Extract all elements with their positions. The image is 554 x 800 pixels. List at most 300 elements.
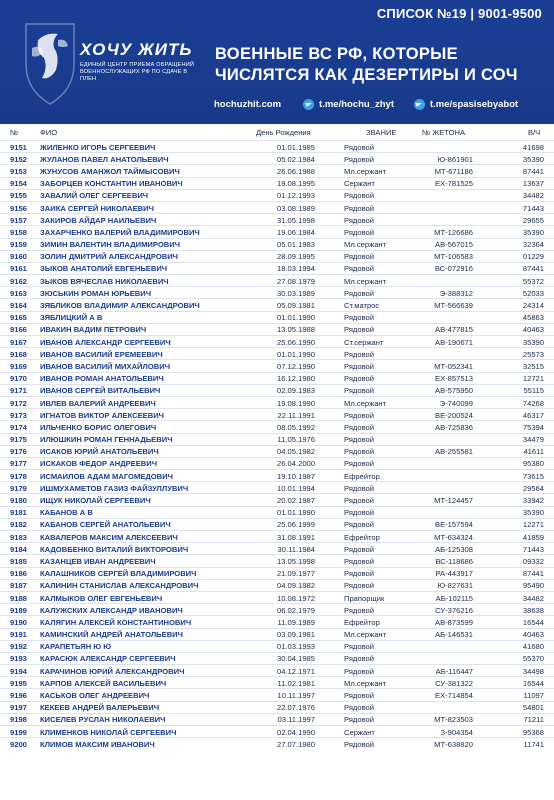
row-unit: 25573: [522, 349, 544, 359]
row-unit: 45863: [522, 313, 544, 323]
row-unit: 41698: [522, 142, 544, 152]
row-token: АВ-725836: [435, 422, 473, 432]
row-dob: 13.05.1988: [276, 325, 315, 335]
row-name: КАБАНОВ СЕРГЕЙ АНАТОЛЬЕВИЧ: [40, 520, 171, 530]
row-name: ЗЫКОВ АНАТОЛИЙ ЕВГЕНЬЕВИЧ: [40, 264, 168, 274]
row-unit: 11741: [523, 739, 544, 749]
row-rank: Рядовой: [344, 435, 374, 445]
row-number: 9198: [10, 715, 27, 725]
header-banner: [0, 0, 554, 124]
row-unit: 34498: [522, 666, 544, 676]
table-row: [0, 384, 554, 396]
row-token: АВ-255581: [435, 447, 473, 457]
row-number: 9174: [10, 422, 27, 432]
row-unit: 46317: [522, 410, 544, 420]
table-row: [0, 457, 554, 469]
telegram-icon: [414, 99, 425, 110]
row-dob: 30.03.1989: [276, 288, 315, 298]
row-token: АВ-190671: [435, 337, 473, 347]
row-number: 9168: [10, 349, 27, 359]
row-unit: 16544: [522, 678, 544, 688]
row-unit: 29655: [522, 215, 544, 225]
row-number: 9156: [10, 203, 27, 213]
row-dob: 10.11.1997: [277, 691, 315, 701]
row-dob: 18.03.1994: [276, 264, 315, 274]
row-unit: 34482: [522, 593, 544, 603]
row-rank: Рядовой: [344, 544, 374, 554]
table-row: [0, 737, 554, 749]
row-rank: Рядовой: [344, 569, 374, 579]
row-dob: 30.11.1984: [277, 544, 315, 554]
row-name: КАРАПЕТЬЯН Ю Ю: [40, 642, 112, 652]
row-number: 9169: [10, 361, 27, 371]
table-row: [0, 152, 554, 164]
row-number: 9155: [10, 191, 27, 201]
row-unit: 35390: [522, 227, 544, 237]
row-dob: 19.08.1995: [276, 179, 315, 189]
row-rank: Мл.сержант: [344, 240, 387, 250]
table-row: [0, 140, 554, 152]
row-dob: 04.09.1982: [276, 581, 315, 591]
table-row: [0, 238, 554, 250]
table-row: [0, 518, 554, 530]
table-row: [0, 640, 554, 652]
row-name: ИВАНОВ ВАСИЛИЙ МИХАЙЛОВИЧ: [40, 361, 171, 371]
row-dob: 06.02.1979: [276, 605, 315, 615]
row-number: 9188: [10, 593, 27, 603]
row-name: ИВАНОВ РОМАН АНАТОЛЬЕВИЧ: [40, 374, 164, 384]
row-rank: Рядовой: [344, 715, 374, 725]
row-rank: Рядовой: [344, 556, 374, 566]
row-number: 9199: [10, 727, 27, 737]
table-row: [0, 298, 554, 310]
row-rank: Мл.сержант: [344, 166, 387, 176]
row-number: 9192: [10, 642, 27, 652]
row-rank: Рядовой: [344, 483, 374, 493]
row-token: МТ-671186: [434, 166, 473, 176]
row-dob: 25.06.1999: [276, 520, 315, 530]
table-row: [0, 250, 554, 262]
row-name: ЗЫКОВ ВЯЧЕСЛАВ НИКОЛАЕВИЧ: [40, 276, 169, 286]
row-dob: 22.11.1991: [277, 410, 315, 420]
row-number: 9176: [10, 447, 27, 457]
row-rank: Прапорщик: [344, 593, 385, 603]
row-rank: Рядовой: [344, 691, 374, 701]
row-unit: 54801: [522, 703, 544, 713]
row-token: ВС-118686: [435, 556, 473, 566]
table-row: [0, 713, 554, 725]
row-name: ЗЯБЛИКОВ ВЛАДИМИР АЛЕКСАНДРОВИЧ: [40, 301, 200, 311]
row-dob: 27.08.1979: [276, 276, 315, 286]
row-unit: 12721: [522, 374, 544, 384]
row-rank: Рядовой: [344, 191, 374, 201]
row-name: ЗАХАРЧЕНКО ВАЛЕРИЙ ВЛАДИМИРОВИЧ: [40, 227, 200, 237]
row-name: КАВАЛЕРОВ МАКСИМ АЛЕКСЕЕВИЧ: [40, 532, 178, 542]
row-token: АБ-146531: [435, 630, 473, 640]
table-row: [0, 396, 554, 408]
row-dob: 25.06.1990: [276, 337, 315, 347]
row-rank: Рядовой: [344, 459, 374, 469]
row-rank: Рядовой: [344, 264, 374, 274]
table-row: [0, 579, 554, 591]
row-dob: 20.02.1987: [276, 496, 315, 506]
logo-title: ХОЧУ ЖИТЬ: [80, 40, 193, 59]
row-unit: 41611: [523, 447, 544, 457]
row-name: КАЛМЫКОВ ОЛЕГ ЕВГЕНЬЕВИЧ: [40, 593, 163, 603]
row-rank: Рядовой: [344, 508, 374, 518]
row-rank: Рядовой: [344, 361, 374, 371]
row-number: 9186: [10, 569, 27, 579]
row-number: 9172: [10, 398, 27, 408]
row-dob: 22.07.1976: [276, 703, 315, 713]
row-unit: 41680: [522, 642, 544, 652]
row-token: МТ-106583: [434, 252, 473, 262]
row-rank: Мл.сержант: [344, 678, 387, 688]
row-number: 9170: [10, 374, 27, 384]
row-dob: 10.08.1972: [276, 593, 315, 603]
row-number: 9153: [10, 166, 27, 176]
row-number: 9159: [10, 240, 27, 250]
row-rank: Сержант: [344, 179, 375, 189]
row-unit: 12271: [522, 520, 544, 530]
row-name: КАЛУЖСКИХ АЛЕКСАНДР ИВАНОВИЧ: [40, 605, 183, 615]
row-unit: 71211: [523, 715, 544, 725]
row-number: 9184: [10, 544, 27, 554]
table-row: [0, 615, 554, 627]
table-body: [0, 140, 554, 749]
row-unit: 40463: [522, 630, 544, 640]
row-name: ИСКАКОВ ФЕДОР АНДРЕЕВИЧ: [40, 459, 158, 469]
row-number: 9164: [10, 301, 27, 311]
table-row: [0, 567, 554, 579]
row-dob: 11.02.1981: [277, 678, 315, 688]
row-name: КАРАСЮК АЛЕКСАНДР СЕРГЕЕВИЧ: [40, 654, 176, 664]
row-token: МТ-052341: [434, 361, 473, 371]
table-row: [0, 433, 554, 445]
row-rank: Рядовой: [344, 288, 374, 298]
row-name: КЛИМЕНКОВ НИКОЛАЙ СЕРГЕЕВИЧ: [40, 727, 177, 737]
table-row: [0, 189, 554, 201]
table-row: [0, 469, 554, 481]
row-name: ИВАКИН ВАДИМ ПЕТРОВИЧ: [40, 325, 147, 335]
row-dob: 07.12.1990: [276, 361, 315, 371]
row-name: КАСЬКОВ ОЛЕГ АНДРЕЕВИЧ: [40, 691, 150, 701]
row-name: КАМИНСКИЙ АНДРЕЙ АНАТОЛЬЕВИЧ: [40, 630, 183, 640]
table-row: [0, 262, 554, 274]
table-row: [0, 554, 554, 566]
row-name: ЗЯБЛИЦКИЙ А В: [40, 313, 103, 323]
row-unit: 24314: [522, 301, 544, 311]
row-dob: 05.09.1981: [276, 301, 315, 311]
table-row: [0, 664, 554, 676]
row-dob: 03.09.1981: [276, 630, 315, 640]
header-links: [214, 96, 538, 112]
row-unit: 35390: [522, 508, 544, 518]
row-number: 9160: [10, 252, 27, 262]
row-number: 9166: [10, 325, 27, 335]
row-unit: 95490: [522, 581, 544, 591]
row-token: ВЕ-157594: [435, 520, 473, 530]
row-unit: 52033: [522, 288, 544, 298]
row-unit: 38638: [522, 605, 544, 615]
row-rank: Сержант: [344, 727, 375, 737]
telegram-icon: [303, 99, 314, 110]
row-number: 9182: [10, 520, 27, 530]
row-token: АВ-477815: [435, 325, 473, 335]
table-row: [0, 676, 554, 688]
row-number: 9191: [10, 630, 27, 640]
row-name: КАДОВБЕНКО ВИТАЛИЙ ВИКТОРОВИЧ: [40, 544, 189, 554]
row-number: 9200: [10, 739, 27, 749]
row-unit: 11097: [523, 691, 544, 701]
row-rank: Ефрейтор: [344, 532, 380, 542]
row-unit: 55370: [522, 654, 544, 664]
row-dob: 19.10.1987: [276, 471, 315, 481]
row-rank: Ст.сержант: [344, 337, 384, 347]
row-dob: 26.04.2000: [276, 459, 315, 469]
row-rank: Рядовой: [344, 313, 374, 323]
row-number: 9189: [10, 605, 27, 615]
table-row: [0, 335, 554, 347]
headline-line-1: ВОЕННЫЕ ВС РФ, КОТОРЫЕ: [215, 45, 458, 63]
row-dob: 08.05.1992: [276, 422, 315, 432]
row-name: КЕКЕЕВ АНДРЕЙ ВАЛЕРЬЕВИЧ: [40, 703, 160, 713]
row-name: КАРАЧИНОВ ЮРИЙ АЛЕКСАНДРОВИЧ: [40, 666, 185, 676]
row-token: Э-388312: [439, 288, 473, 298]
row-rank: Рядовой: [344, 496, 374, 506]
row-name: КИСЕЛЕВ РУСЛАН НИКОЛАЕВИЧ: [40, 715, 166, 725]
row-token: МТ-634324: [434, 532, 473, 542]
row-dob: 02.09.1983: [276, 386, 315, 396]
telegram-link-2[interactable]: [414, 99, 518, 110]
row-number: 9196: [10, 691, 27, 701]
row-rank: Рядовой: [344, 410, 374, 420]
row-unit: 34482: [522, 191, 544, 201]
headline: [215, 44, 545, 86]
row-name: КАЗАНЦЕВ ИВАН АНДРЕЕВИЧ: [40, 556, 156, 566]
row-dob: 01.01.1990: [276, 508, 315, 518]
row-token: АВ-575950: [435, 386, 473, 396]
table-row: [0, 164, 554, 176]
row-dob: 27.07.1980: [276, 739, 315, 749]
row-rank: Рядовой: [344, 154, 374, 164]
row-dob: 28.09.1995: [276, 252, 315, 262]
row-unit: 09332: [522, 556, 544, 566]
list-number: СПИСОК №19 | 9001-9500: [376, 6, 542, 21]
row-number: 9161: [10, 264, 27, 274]
row-rank: Рядовой: [344, 227, 374, 237]
row-rank: Рядовой: [344, 349, 374, 359]
row-name: ИСМАИЛОВ АДАМ МАГОМЕДОВИЧ: [40, 471, 173, 481]
telegram-link-1-label: t.me/hochu_zhyt: [319, 98, 394, 110]
row-name: ЗОЛИН ДМИТРИЙ АЛЕКСАНДРОВИЧ: [40, 252, 179, 262]
row-rank: Рядовой: [344, 252, 374, 262]
row-token: АВ-567015: [435, 240, 473, 250]
column-header-token: № ЖЕТОНА: [422, 128, 466, 137]
row-dob: 19.06.1984: [276, 227, 315, 237]
column-header-unit: В/Ч: [528, 128, 541, 137]
row-rank: Ст.матрос: [344, 301, 380, 311]
telegram-link-1[interactable]: [303, 99, 394, 110]
row-name: ИЛЬЧЕНКО БОРИС ОЛЕГОВИЧ: [40, 422, 157, 432]
table-row: [0, 420, 554, 432]
row-dob: 01.01.1985: [276, 142, 315, 152]
row-number: 9165: [10, 313, 27, 323]
table-row: [0, 323, 554, 335]
row-token: Ю-861901: [437, 154, 473, 164]
row-name: ЗАИКА СЕРГЕЙ НИКОЛАЕВИЧ: [40, 203, 154, 213]
row-token: СУ-376216: [435, 605, 473, 615]
row-rank: Рядовой: [344, 325, 374, 335]
row-unit: 87441: [522, 569, 544, 579]
row-dob: 03.08.1989: [276, 203, 315, 213]
row-token: ЕХ-857513: [435, 374, 473, 384]
table-row: [0, 445, 554, 457]
row-unit: 01229: [522, 252, 544, 262]
row-name: ИГНАТОВ ВИКТОР АЛЕКСЕЕВИЧ: [40, 410, 164, 420]
table-row: [0, 481, 554, 493]
table-row: [0, 701, 554, 713]
row-unit: 87441: [522, 166, 544, 176]
table-row: [0, 225, 554, 237]
row-dob: 05.02.1984: [276, 154, 315, 164]
row-name: ИШМУХАМЕТОВ ГАЗИЗ ФАЙЗУЛЛУВИЧ: [40, 483, 189, 493]
row-rank: Ефрейтор: [344, 471, 380, 481]
row-number: 9163: [10, 288, 27, 298]
row-name: КАЛИНИН СТАНИСЛАВ АЛЕКСАНДРОВИЧ: [40, 581, 199, 591]
column-header-dob: День Рождения: [256, 128, 311, 137]
row-token: Э-740099: [439, 398, 473, 408]
row-unit: 87441: [522, 264, 544, 274]
row-number: 9152: [10, 154, 27, 164]
table-row: [0, 347, 554, 359]
row-name: ЖИЛЕНКО ИГОРЬ СЕРГЕЕВИЧ: [40, 142, 156, 152]
row-number: 9190: [10, 617, 27, 627]
row-token: З-904354: [440, 727, 473, 737]
row-name: ИЛЮШКИН РОМАН ГЕННАДЬЕВИЧ: [40, 435, 173, 445]
column-header-rank: ЗВАНИЕ: [366, 128, 397, 137]
row-name: КАРПОВ АЛЕКСЕЙ ВАСИЛЬЕВИЧ: [40, 678, 167, 688]
row-token: МТ-566639: [434, 301, 473, 311]
row-unit: 71443: [522, 544, 544, 554]
row-token: ЕХ-781525: [435, 179, 473, 189]
row-name: ИСАКОВ ЮРИЙ АНАТОЛЬЕВИЧ: [40, 447, 159, 457]
row-unit: 32515: [522, 361, 544, 371]
row-rank: Рядовой: [344, 739, 374, 749]
row-token: МТ-124457: [434, 496, 473, 506]
row-name: ИВЛЕВ ВАЛЕРИЙ АНДРЕЕВИЧ: [40, 398, 156, 408]
table-row: [0, 591, 554, 603]
row-number: 9173: [10, 410, 27, 420]
row-number: 9178: [10, 471, 27, 481]
table-row: [0, 372, 554, 384]
row-name: ЖУНУСОВ АМАНЖОЛ ТАЙМЫСОВИЧ: [40, 166, 180, 176]
row-rank: Рядовой: [344, 581, 374, 591]
row-name: ЗАВАЛИЙ ОЛЕГ СЕРГЕЕВИЧ: [40, 191, 149, 201]
row-unit: 71443: [522, 203, 544, 213]
row-unit: 55115: [523, 386, 544, 396]
row-name: ЗАБОРЦЕВ КОНСТАНТИН ИВАНОВИЧ: [40, 179, 183, 189]
row-dob: 01.03.1993: [276, 642, 315, 652]
column-header-name: ФИО: [40, 128, 58, 137]
row-dob: 30.04.1985: [276, 654, 315, 664]
row-name: ИВАНОВ АЛЕКСАНДР СЕРГЕЕВИЧ: [40, 337, 171, 347]
table-row: [0, 177, 554, 189]
row-dob: 11.05.1976: [277, 435, 315, 445]
row-dob: 04.05.1982: [276, 447, 315, 457]
row-dob: 11.09.1989: [277, 617, 315, 627]
row-dob: 01.01.1990: [276, 349, 315, 359]
row-dob: 31.08.1991: [276, 532, 315, 542]
table-row: [0, 530, 554, 542]
row-unit: 41859: [522, 532, 544, 542]
row-number: 9154: [10, 179, 27, 189]
table-row: [0, 408, 554, 420]
row-name: КАЛЯГИН АЛЕКСЕЙ КОНСТАНТИНОВИЧ: [40, 617, 192, 627]
row-unit: 35390: [522, 337, 544, 347]
table-row: [0, 286, 554, 298]
row-rank: Рядовой: [344, 422, 374, 432]
row-name: КАЛАШНИКОВ СЕРГЕЙ ВЛАДИМИРОВИЧ: [40, 569, 197, 579]
row-number: 9195: [10, 678, 27, 688]
row-token: МТ-638820: [434, 739, 473, 749]
row-rank: Рядовой: [344, 703, 374, 713]
table-row: [0, 628, 554, 640]
table-row: [0, 542, 554, 554]
row-token: РА-443917: [435, 569, 473, 579]
row-rank: Мл.сержант: [344, 630, 387, 640]
row-unit: 33942: [522, 496, 544, 506]
row-number: 9185: [10, 556, 27, 566]
site-link[interactable]: hochuzhit.com: [214, 98, 282, 110]
row-unit: 34479: [522, 435, 544, 445]
row-unit: 32364: [522, 240, 544, 250]
row-dob: 02.04.1990: [276, 727, 315, 737]
row-dob: 01.12.1993: [276, 191, 315, 201]
row-dob: 26.06.1988: [276, 166, 315, 176]
row-name: ИВАНОВ СЕРГЕЙ ВИТАЛЬЕВИЧ: [40, 386, 161, 396]
table-row: [0, 359, 554, 371]
row-dob: 31.05.1998: [276, 215, 315, 225]
row-name: ЖУЛАНОВ ПАВЕЛ АНАТОЛЬЕВИЧ: [40, 154, 169, 164]
row-name: ИЩУК НИКОЛАЙ СЕРГЕЕВИЧ: [40, 496, 151, 506]
row-rank: Рядовой: [344, 203, 374, 213]
row-number: 9162: [10, 276, 27, 286]
row-number: 9158: [10, 227, 27, 237]
row-token: АБ-102115: [435, 593, 473, 603]
row-dob: 13.05.1998: [276, 556, 315, 566]
row-unit: 95368: [522, 727, 544, 737]
row-name: ЗИМИН ВАЛЕНТИН ВЛАДИМИРОВИЧ: [40, 240, 181, 250]
row-unit: 13637: [522, 179, 544, 189]
row-unit: 55372: [522, 276, 544, 286]
row-name: ЗЮСЬКИН РОМАН ЮРЬЕВИЧ: [40, 288, 152, 298]
row-token: АБ-116447: [435, 666, 473, 676]
row-token: ВС-072916: [434, 264, 473, 274]
table-row: [0, 725, 554, 737]
row-rank: Рядовой: [344, 654, 374, 664]
logo-subtitle: ЕДИНЫЙ ЦЕНТР ПРИЕМА ОБРАЩЕНИЙ ВОЕННОСЛУЖАЩИХ РФ ПО СДАЧЕ В ПЛЕН: [80, 62, 195, 82]
row-dob: 04.12.1971: [276, 666, 315, 676]
row-dob: 16.12.1980: [276, 374, 315, 384]
headline-line-2: ЧИСЛЯТСЯ КАК ДЕЗЕРТИРЫ И СОЧ: [215, 66, 518, 84]
table-row: [0, 688, 554, 700]
row-token: Ю-827631: [437, 581, 473, 591]
row-dob: 19.08.1990: [276, 398, 315, 408]
row-number: 9187: [10, 581, 27, 591]
row-unit: 73615: [522, 471, 544, 481]
row-number: 9151: [10, 142, 27, 152]
